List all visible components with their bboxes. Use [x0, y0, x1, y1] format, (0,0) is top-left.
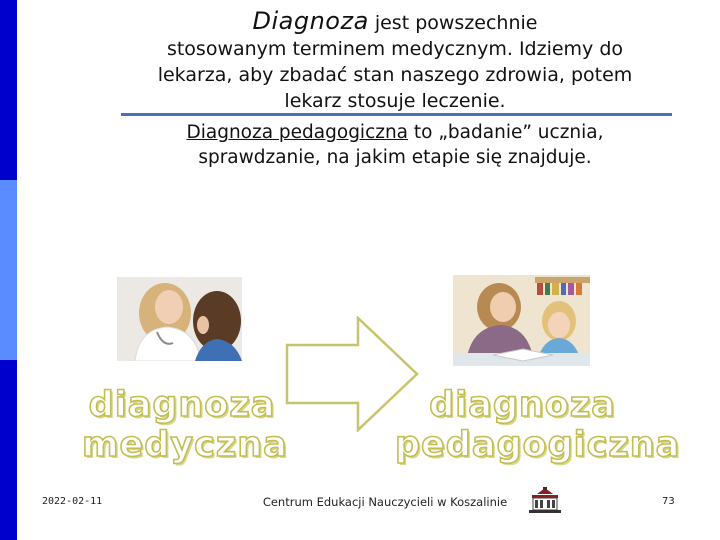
sidebar-segment-top	[0, 0, 17, 180]
doctor-with-child-illustration	[117, 277, 242, 361]
sidebar-segment-middle	[0, 180, 17, 360]
label-pedagogical-diagnosis	[395, 385, 681, 465]
label-right-line2: pedagogiczna	[395, 425, 681, 465]
label-medical-diagnosis	[82, 385, 288, 465]
paragraph1-line4: lekarz stosuje leczenie.	[284, 90, 506, 112]
page-number: 73	[662, 496, 675, 507]
teacher-with-child-illustration	[453, 275, 590, 366]
school-building-logo	[527, 487, 563, 515]
sidebar-segment-bottom	[0, 360, 17, 540]
paragraph2-line1-rest: to „badanie” ucznia,	[408, 122, 604, 143]
left-sidebar-bar	[0, 0, 17, 540]
paragraph1-line3: lekarza, aby zbadać stan naszego zdrowia, potem	[157, 64, 633, 86]
keyword-diagnoza: Diagnoza	[252, 7, 369, 35]
label-left-line2: medyczna	[82, 425, 288, 465]
footer-date: 2022-02-11	[42, 496, 103, 507]
doctor-with-child-photo	[117, 277, 242, 361]
footer-institution: Centrum Edukacji Nauczycieli w Koszalinie	[262, 495, 508, 509]
paragraph2-line2: sprawdzanie, na jakim etapie się znajduje.	[198, 147, 592, 168]
label-right-line1: diagnoza	[429, 385, 616, 425]
horizontal-rule	[121, 113, 672, 116]
label-left-line1: diagnoza	[88, 385, 276, 425]
paragraph2-line1	[120, 120, 670, 145]
paragraph1-line2: stosowanym terminem medycznym. Idziemy do	[166, 38, 624, 60]
teacher-with-child-photo	[453, 275, 590, 366]
underlined-term: Diagnoza pedagogiczna	[186, 122, 409, 143]
paragraph1-line1	[120, 8, 670, 36]
paragraph1-line1-rest: jest powszechnie	[368, 12, 538, 34]
paragraph-pedagogical-diagnosis	[120, 120, 670, 170]
paragraph-medical-diagnosis	[120, 8, 670, 114]
